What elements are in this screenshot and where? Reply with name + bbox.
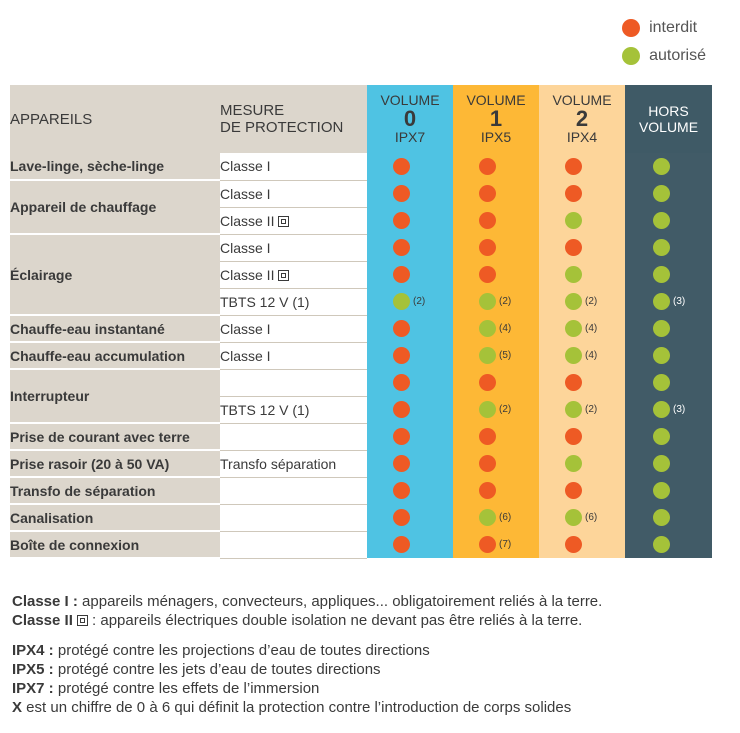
note-ipx4 bbox=[12, 641, 602, 660]
red-dot-icon bbox=[565, 185, 582, 202]
cell-hors-volume bbox=[625, 234, 712, 261]
cell-volume-0 bbox=[367, 477, 453, 504]
note-classe2-term: Classe II bbox=[12, 612, 73, 629]
footnote-ref: (6) bbox=[585, 512, 598, 523]
cell-hors-volume bbox=[625, 207, 712, 234]
mesure-cell bbox=[220, 207, 367, 234]
note-ipx7-text: protégé contre les effets de l’immersion bbox=[53, 680, 320, 697]
cell-volume-0 bbox=[367, 288, 453, 315]
cell-hors-volume bbox=[625, 261, 712, 288]
header-mesure-line2: DE PROTECTION bbox=[220, 119, 344, 136]
header-volume-0 bbox=[367, 85, 453, 153]
cell-volume-1 bbox=[453, 315, 539, 342]
header-hors-line2: VOLUME bbox=[638, 119, 699, 135]
note-classe1-term: Classe I : bbox=[12, 593, 78, 610]
red-dot-icon bbox=[393, 374, 410, 391]
cell-volume-2 bbox=[539, 531, 625, 558]
cell-volume-2 bbox=[539, 288, 625, 315]
cell-hors-volume bbox=[625, 153, 712, 180]
red-dot-icon bbox=[393, 509, 410, 526]
note-ipx4-text: protégé contre les projections d’eau de toutes directions bbox=[53, 642, 430, 659]
note-classe1 bbox=[12, 592, 602, 611]
mesure-cell bbox=[220, 423, 367, 450]
cell-volume-0 bbox=[367, 396, 453, 423]
cell-volume-0 bbox=[367, 423, 453, 450]
cell-volume-1 bbox=[453, 180, 539, 207]
appareil-label: Prise rasoir (20 à 50 VA) bbox=[10, 450, 220, 477]
red-dot-icon bbox=[393, 347, 410, 364]
cell-volume-0 bbox=[367, 261, 453, 288]
cell-volume-2 bbox=[539, 504, 625, 531]
red-dot-icon bbox=[565, 239, 582, 256]
mesure-cell bbox=[220, 342, 367, 369]
legend-allowed bbox=[622, 42, 706, 70]
cell-volume-0 bbox=[367, 153, 453, 180]
cell-volume-2 bbox=[539, 396, 625, 423]
appareil-label: Appareil de chauffage bbox=[10, 180, 220, 234]
red-dot-icon bbox=[393, 482, 410, 499]
appareil-label: Chauffe-eau accumulation bbox=[10, 342, 220, 369]
green-dot-icon bbox=[565, 266, 582, 283]
green-dot-icon bbox=[653, 347, 670, 364]
green-dot-icon bbox=[653, 320, 670, 337]
header-volume-1 bbox=[453, 85, 539, 153]
green-dot-icon bbox=[565, 293, 582, 310]
cell-volume-2 bbox=[539, 207, 625, 234]
green-dot-icon bbox=[653, 509, 670, 526]
footnote-ref: (2) bbox=[499, 404, 512, 415]
note-x bbox=[12, 698, 602, 717]
green-dot-icon bbox=[653, 239, 670, 256]
red-dot-icon bbox=[479, 455, 496, 472]
mesure-cell bbox=[220, 531, 367, 558]
note-ipx4-term: IPX4 : bbox=[12, 642, 54, 659]
table-row bbox=[10, 531, 712, 558]
red-dot-icon bbox=[479, 482, 496, 499]
red-dot-icon bbox=[565, 374, 582, 391]
footnote-ref: (4) bbox=[499, 323, 512, 334]
note-classe1-text: appareils ménagers, convecteurs, appliques... obligatoirement reliés à la terre. bbox=[77, 593, 603, 610]
header-volume-1-ip: IPX5 bbox=[480, 129, 512, 145]
table-row bbox=[10, 477, 712, 504]
appareil-label: Éclairage bbox=[10, 234, 220, 315]
table-row bbox=[10, 180, 712, 207]
header-row bbox=[10, 85, 712, 153]
table-row bbox=[10, 450, 712, 477]
cell-volume-0 bbox=[367, 369, 453, 396]
red-dot-icon bbox=[393, 401, 410, 418]
cell-volume-1 bbox=[453, 369, 539, 396]
green-dot-icon bbox=[653, 401, 670, 418]
cell-hors-volume bbox=[625, 396, 712, 423]
header-mesure-line1: MESURE bbox=[220, 102, 285, 119]
cell-volume-1 bbox=[453, 450, 539, 477]
green-dot-icon bbox=[653, 536, 670, 553]
mesure-label: TBTS 12 V (1) bbox=[220, 293, 310, 310]
cell-hors-volume bbox=[625, 450, 712, 477]
protection-table bbox=[10, 85, 712, 559]
footnote-ref: (5) bbox=[499, 350, 512, 361]
mesure-cell bbox=[220, 450, 367, 477]
mesure-cell bbox=[220, 396, 367, 423]
footnote-ref: (3) bbox=[673, 296, 686, 307]
red-dot-icon bbox=[393, 158, 410, 175]
header-volume-1-num: 1 bbox=[489, 106, 503, 131]
note-x-term: X bbox=[12, 699, 23, 716]
green-dot-icon bbox=[479, 293, 496, 310]
green-dot-icon bbox=[653, 482, 670, 499]
footnote-ref: (2) bbox=[585, 404, 598, 415]
header-mesure bbox=[220, 85, 367, 153]
cell-volume-2 bbox=[539, 153, 625, 180]
cell-volume-1 bbox=[453, 207, 539, 234]
cell-volume-1 bbox=[453, 288, 539, 315]
red-dot-icon bbox=[565, 158, 582, 175]
red-dot-icon bbox=[393, 536, 410, 553]
red-dot-icon bbox=[479, 185, 496, 202]
mesure-label: Classe I bbox=[220, 239, 271, 256]
header-volume-0-num: 0 bbox=[403, 106, 417, 131]
green-dot-icon bbox=[479, 509, 496, 526]
cell-volume-0 bbox=[367, 531, 453, 558]
red-dot-icon bbox=[393, 455, 410, 472]
header-volume-0-ip: IPX7 bbox=[394, 129, 426, 145]
footnote-ref: (6) bbox=[499, 512, 512, 523]
green-dot-icon bbox=[393, 293, 410, 310]
double-square-icon bbox=[77, 615, 88, 626]
red-dot-icon bbox=[393, 185, 410, 202]
mesure-cell bbox=[220, 288, 367, 315]
red-dot-icon bbox=[479, 428, 496, 445]
note-ipx5 bbox=[12, 660, 602, 679]
green-dot-icon bbox=[653, 428, 670, 445]
footnote-ref: (4) bbox=[585, 323, 598, 334]
red-dot-icon bbox=[479, 239, 496, 256]
cell-volume-0 bbox=[367, 207, 453, 234]
green-dot-icon bbox=[565, 509, 582, 526]
header-appareils: APPAREILS bbox=[10, 85, 220, 153]
cell-volume-0 bbox=[367, 450, 453, 477]
cell-volume-0 bbox=[367, 315, 453, 342]
mesure-cell bbox=[220, 477, 367, 504]
cell-volume-2 bbox=[539, 477, 625, 504]
green-dot-icon bbox=[653, 266, 670, 283]
table-row bbox=[10, 369, 712, 396]
note-ipx7-term: IPX7 : bbox=[12, 680, 54, 697]
header-hors-volume bbox=[625, 85, 712, 153]
cell-volume-0 bbox=[367, 342, 453, 369]
mesure-cell bbox=[220, 504, 367, 531]
green-dot-icon bbox=[653, 374, 670, 391]
footnote-ref: (3) bbox=[673, 404, 686, 415]
green-dot-icon bbox=[565, 320, 582, 337]
header-hors-line1: HORS bbox=[648, 103, 689, 119]
cell-volume-2 bbox=[539, 450, 625, 477]
mesure-label: Classe II bbox=[220, 266, 275, 283]
mesure-cell bbox=[220, 315, 367, 342]
footnote-ref: (4) bbox=[585, 350, 598, 361]
cell-hors-volume bbox=[625, 504, 712, 531]
table-row bbox=[10, 423, 712, 450]
cell-hors-volume bbox=[625, 369, 712, 396]
mesure-label: TBTS 12 V (1) bbox=[220, 401, 310, 418]
appareil-label: Boîte de connexion bbox=[10, 531, 220, 558]
cell-volume-0 bbox=[367, 234, 453, 261]
mesure-label: Classe I bbox=[220, 320, 271, 337]
legend bbox=[622, 14, 706, 70]
table-row bbox=[10, 315, 712, 342]
cell-volume-2 bbox=[539, 234, 625, 261]
cell-hors-volume bbox=[625, 180, 712, 207]
header-volume-2-label: VOLUME bbox=[552, 92, 612, 108]
appareil-label: Chauffe-eau instantané bbox=[10, 315, 220, 342]
red-dot-icon bbox=[622, 19, 640, 37]
cell-volume-1 bbox=[453, 153, 539, 180]
note-classe2-text: : appareils électriques double isolation ne devant pas être reliés à la terre. bbox=[87, 612, 583, 629]
cell-volume-2 bbox=[539, 423, 625, 450]
mesure-cell bbox=[220, 153, 367, 180]
mesure-label: Transfo séparation bbox=[220, 455, 337, 472]
mesure-label: Classe I bbox=[220, 158, 271, 175]
green-dot-icon bbox=[479, 347, 496, 364]
green-dot-icon bbox=[479, 401, 496, 418]
cell-hors-volume bbox=[625, 423, 712, 450]
cell-volume-2 bbox=[539, 369, 625, 396]
table-body bbox=[10, 153, 712, 558]
header-volume-2-ip: IPX4 bbox=[566, 129, 598, 145]
appareil-label: Lave-linge, sèche-linge bbox=[10, 153, 220, 180]
table-row bbox=[10, 342, 712, 369]
cell-volume-1 bbox=[453, 504, 539, 531]
legend-forbidden bbox=[622, 14, 706, 42]
cell-volume-1 bbox=[453, 261, 539, 288]
green-dot-icon bbox=[565, 401, 582, 418]
cell-hors-volume bbox=[625, 342, 712, 369]
double-square-icon bbox=[278, 270, 289, 281]
cell-volume-1 bbox=[453, 477, 539, 504]
green-dot-icon bbox=[653, 455, 670, 472]
mesure-cell bbox=[220, 369, 367, 396]
header-volume-2 bbox=[539, 85, 625, 153]
appareil-label: Interrupteur bbox=[10, 369, 220, 423]
cell-volume-0 bbox=[367, 180, 453, 207]
mesure-label: Classe II bbox=[220, 212, 275, 229]
table-row bbox=[10, 153, 712, 180]
legend-forbidden-label: interdit bbox=[649, 19, 698, 36]
red-dot-icon bbox=[479, 536, 496, 553]
green-dot-icon bbox=[565, 347, 582, 364]
red-dot-icon bbox=[393, 239, 410, 256]
legend-allowed-label: autorisé bbox=[649, 47, 706, 64]
appareil-label: Transfo de séparation bbox=[10, 477, 220, 504]
note-ipx5-term: IPX5 : bbox=[12, 661, 54, 678]
cell-hors-volume bbox=[625, 288, 712, 315]
cell-volume-1 bbox=[453, 423, 539, 450]
cell-volume-0 bbox=[367, 504, 453, 531]
table-row bbox=[10, 234, 712, 261]
green-dot-icon bbox=[565, 212, 582, 229]
green-dot-icon bbox=[653, 185, 670, 202]
cell-hors-volume bbox=[625, 477, 712, 504]
green-dot-icon bbox=[565, 455, 582, 472]
red-dot-icon bbox=[393, 266, 410, 283]
green-dot-icon bbox=[622, 47, 640, 65]
note-ipx7 bbox=[12, 679, 602, 698]
red-dot-icon bbox=[479, 158, 496, 175]
mesure-label: Classe I bbox=[220, 347, 271, 364]
green-dot-icon bbox=[479, 320, 496, 337]
mesure-cell bbox=[220, 234, 367, 261]
header-volume-0-label: VOLUME bbox=[380, 92, 440, 108]
header-volume-2-num: 2 bbox=[575, 106, 589, 131]
red-dot-icon bbox=[479, 212, 496, 229]
red-dot-icon bbox=[565, 482, 582, 499]
green-dot-icon bbox=[653, 212, 670, 229]
red-dot-icon bbox=[393, 212, 410, 229]
notes bbox=[12, 592, 602, 717]
green-dot-icon bbox=[653, 158, 670, 175]
double-square-icon bbox=[278, 216, 289, 227]
footnote-ref: (2) bbox=[413, 296, 426, 307]
cell-hors-volume bbox=[625, 531, 712, 558]
mesure-label: Classe I bbox=[220, 185, 271, 202]
footnote-ref: (7) bbox=[499, 539, 512, 550]
note-ipx5-text: protégé contre les jets d’eau de toutes directions bbox=[53, 661, 381, 678]
note-classe2 bbox=[12, 611, 602, 630]
red-dot-icon bbox=[393, 320, 410, 337]
header-volume-1-label: VOLUME bbox=[466, 92, 526, 108]
green-dot-icon bbox=[653, 293, 670, 310]
cell-volume-1 bbox=[453, 234, 539, 261]
cell-volume-2 bbox=[539, 180, 625, 207]
red-dot-icon bbox=[479, 374, 496, 391]
cell-volume-2 bbox=[539, 261, 625, 288]
cell-volume-1 bbox=[453, 396, 539, 423]
cell-hors-volume bbox=[625, 315, 712, 342]
table-row bbox=[10, 504, 712, 531]
cell-volume-2 bbox=[539, 342, 625, 369]
red-dot-icon bbox=[565, 536, 582, 553]
mesure-cell bbox=[220, 180, 367, 207]
red-dot-icon bbox=[479, 266, 496, 283]
cell-volume-1 bbox=[453, 342, 539, 369]
note-x-text: est un chiffre de 0 à 6 qui définit la protection contre l’introduction de corps solides bbox=[22, 699, 572, 716]
appareil-label: Prise de courant avec terre bbox=[10, 423, 220, 450]
appareil-label: Canalisation bbox=[10, 504, 220, 531]
red-dot-icon bbox=[393, 428, 410, 445]
cell-volume-1 bbox=[453, 531, 539, 558]
mesure-cell bbox=[220, 261, 367, 288]
red-dot-icon bbox=[565, 428, 582, 445]
footnote-ref: (2) bbox=[499, 296, 512, 307]
cell-volume-2 bbox=[539, 315, 625, 342]
footnote-ref: (2) bbox=[585, 296, 598, 307]
